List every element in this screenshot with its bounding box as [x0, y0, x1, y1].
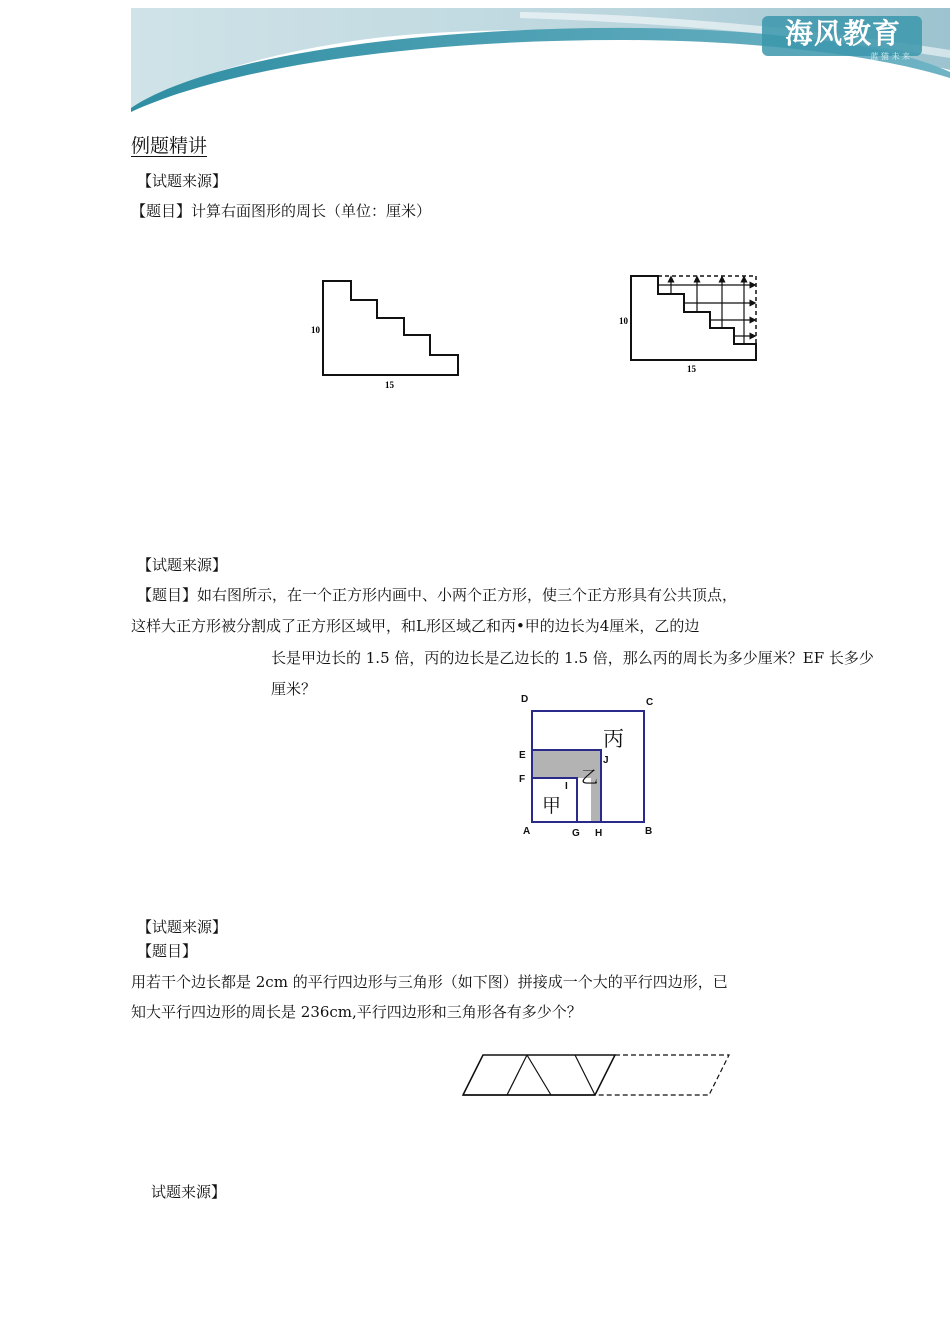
brand-logo — [768, 16, 918, 62]
source-label: 【试题来源】 — [137, 556, 228, 574]
problem-statement — [137, 585, 737, 605]
title-label: 【题目】 — [137, 942, 198, 960]
height-label-right: 10 — [619, 316, 628, 326]
problem-text-line: 知大平行四边形的周长是 236cm,平行四边形和三角形各有多少个？ — [131, 1003, 582, 1021]
brand-logo-text: 海风教育 — [784, 17, 901, 50]
width-label-right: 15 — [687, 364, 696, 374]
problem-text-line: 厘米？ — [271, 680, 317, 698]
problem-text-line: 如右图所示，在一个正方形内画中、小两个正方形，使三个正方形具有公共顶点， — [197, 586, 738, 604]
staircase-figure — [300, 275, 475, 395]
vertex-label-j: J — [603, 755, 609, 766]
problem-statement — [131, 201, 431, 221]
height-label: 10 — [311, 325, 320, 335]
vertex-label-a: A — [523, 826, 531, 837]
parallelogram-strip-figure — [455, 1050, 740, 1102]
region-label-jia: 甲 — [542, 795, 562, 817]
problem-text-line: 这样大正方形被分割成了正方形区域甲，和L形区域乙和丙•甲的边长为4厘米，乙的边 — [131, 617, 700, 635]
problem-text-line: 用若干个边长都是 2cm 的平行四边形与三角形（如下图）拼接成一个大的平行四边形，已 — [131, 973, 728, 991]
vertex-label-e: E — [519, 750, 526, 761]
source-label: 试题来源】 — [151, 1183, 227, 1201]
vertex-label-g: G — [572, 828, 580, 839]
source-label: 【试题来源】 — [137, 918, 228, 936]
vertex-label-i: I — [565, 781, 568, 792]
vertex-label-d: D — [521, 694, 529, 705]
source-label: 【试题来源】 — [137, 172, 228, 190]
vertex-label-c: C — [646, 697, 654, 708]
width-label: 15 — [385, 380, 394, 390]
problem-text-line: 长是甲边长的 1.5 倍，丙的边长是乙边长的 1.5 倍，那么丙的周长为多少厘米？EF 长多少 — [271, 649, 874, 667]
problem-text: 计算右面图形的周长（单位：厘米） — [191, 202, 432, 220]
vertex-label-h: H — [595, 828, 603, 839]
section-title: 例题精讲 — [131, 135, 208, 157]
title-label: 【题目】 — [137, 586, 198, 604]
brand-logo-subtext: 蓝 猫 未 来 — [870, 52, 910, 61]
staircase-transform-figure — [612, 272, 772, 384]
nested-squares-figure — [515, 693, 665, 843]
vertex-label-f: F — [519, 774, 526, 785]
region-label-yi: 乙 — [581, 768, 598, 788]
region-label-bing: 丙 — [603, 727, 624, 751]
vertex-label-b: B — [645, 826, 653, 837]
title-label: 【题目】 — [131, 202, 192, 220]
